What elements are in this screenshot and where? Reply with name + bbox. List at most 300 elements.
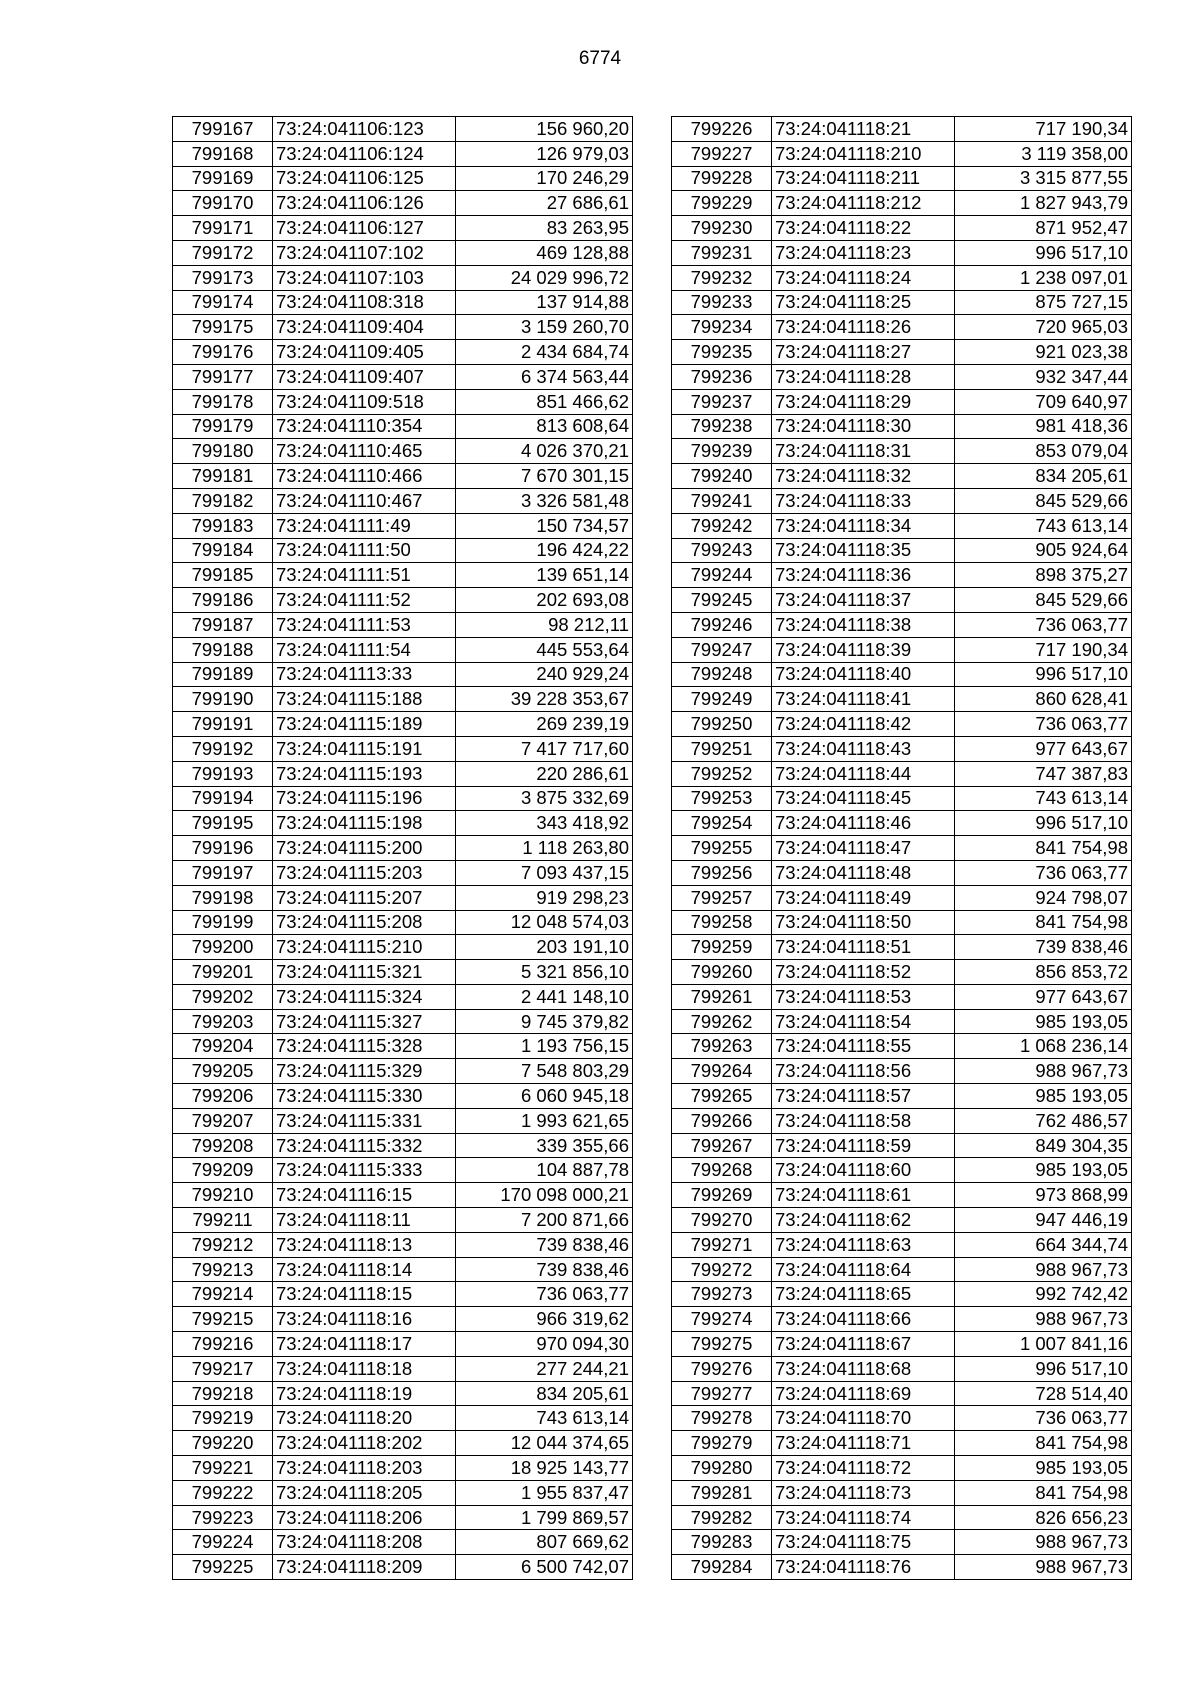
row-number-cell: 799206 <box>173 1084 273 1109</box>
cadastral-number-cell: 73:24:041107:103 <box>273 265 456 290</box>
value-cell: 717 190,34 <box>955 637 1132 662</box>
value-cell: 27 686,61 <box>456 191 633 216</box>
row-number-cell: 799227 <box>672 141 772 166</box>
cadastral-number-cell: 73:24:041118:76 <box>772 1555 955 1580</box>
cadastral-number-cell: 73:24:041118:208 <box>273 1530 456 1555</box>
value-cell: 985 193,05 <box>955 1009 1132 1034</box>
value-cell: 988 967,73 <box>955 1555 1132 1580</box>
cadastral-number-cell: 73:24:041118:61 <box>772 1183 955 1208</box>
row-number-cell: 799179 <box>173 414 273 439</box>
row-number-cell: 799258 <box>672 910 772 935</box>
value-cell: 988 967,73 <box>955 1530 1132 1555</box>
table-row <box>173 1257 633 1282</box>
cadastral-number-cell: 73:24:041118:52 <box>772 960 955 985</box>
row-number-cell: 799257 <box>672 885 772 910</box>
cadastral-number-cell: 73:24:041115:329 <box>273 1059 456 1084</box>
table-row <box>672 265 1132 290</box>
cadastral-number-cell: 73:24:041118:32 <box>772 464 955 489</box>
cadastral-number-cell: 73:24:041109:404 <box>273 315 456 340</box>
cadastral-number-cell: 73:24:041115:327 <box>273 1009 456 1034</box>
table-row <box>173 761 633 786</box>
cadastral-number-cell: 73:24:041111:52 <box>273 588 456 613</box>
cadastral-number-cell: 73:24:041106:123 <box>273 117 456 142</box>
row-number-cell: 799253 <box>672 786 772 811</box>
table-row <box>672 563 1132 588</box>
register-table-left <box>172 116 633 1580</box>
cadastral-number-cell: 73:24:041109:518 <box>273 389 456 414</box>
row-number-cell: 799232 <box>672 265 772 290</box>
row-number-cell: 799187 <box>173 612 273 637</box>
cadastral-number-cell: 73:24:041111:50 <box>273 538 456 563</box>
cadastral-number-cell: 73:24:041118:50 <box>772 910 955 935</box>
value-cell: 445 553,64 <box>456 637 633 662</box>
table-row <box>173 836 633 861</box>
cadastral-number-cell: 73:24:041108:318 <box>273 290 456 315</box>
value-cell: 202 693,08 <box>456 588 633 613</box>
cadastral-number-cell: 73:24:041116:15 <box>273 1183 456 1208</box>
cadastral-number-cell: 73:24:041118:15 <box>273 1282 456 1307</box>
row-number-cell: 799185 <box>173 563 273 588</box>
row-number-cell: 799246 <box>672 612 772 637</box>
row-number-cell: 799204 <box>173 1034 273 1059</box>
table-row <box>173 1133 633 1158</box>
value-cell: 3 326 581,48 <box>456 488 633 513</box>
value-cell: 739 838,46 <box>456 1257 633 1282</box>
table-row <box>173 488 633 513</box>
cadastral-number-cell: 73:24:041115:191 <box>273 736 456 761</box>
row-number-cell: 799265 <box>672 1084 772 1109</box>
value-cell: 3 875 332,69 <box>456 786 633 811</box>
table-row <box>173 265 633 290</box>
value-cell: 841 754,98 <box>955 1480 1132 1505</box>
cadastral-number-cell: 73:24:041110:465 <box>273 439 456 464</box>
cadastral-number-cell: 73:24:041118:11 <box>273 1208 456 1233</box>
row-number-cell: 799205 <box>173 1059 273 1084</box>
cadastral-number-cell: 73:24:041118:44 <box>772 761 955 786</box>
value-cell: 6 374 563,44 <box>456 364 633 389</box>
table-row <box>173 1183 633 1208</box>
value-cell: 996 517,10 <box>955 662 1132 687</box>
table-row <box>173 513 633 538</box>
row-number-cell: 799283 <box>672 1530 772 1555</box>
row-number-cell: 799220 <box>173 1431 273 1456</box>
table-row <box>173 1480 633 1505</box>
cadastral-number-cell: 73:24:041115:210 <box>273 935 456 960</box>
row-number-cell: 799250 <box>672 712 772 737</box>
value-cell: 3 159 260,70 <box>456 315 633 340</box>
value-cell: 18 925 143,77 <box>456 1456 633 1481</box>
value-cell: 736 063,77 <box>955 860 1132 885</box>
row-number-cell: 799201 <box>173 960 273 985</box>
cadastral-number-cell: 73:24:041115:321 <box>273 960 456 985</box>
value-cell: 12 048 574,03 <box>456 910 633 935</box>
table-row <box>173 166 633 191</box>
cadastral-number-cell: 73:24:041111:54 <box>273 637 456 662</box>
value-cell: 170 246,29 <box>456 166 633 191</box>
row-number-cell: 799251 <box>672 736 772 761</box>
row-number-cell: 799224 <box>173 1530 273 1555</box>
value-cell: 1 068 236,14 <box>955 1034 1132 1059</box>
row-number-cell: 799196 <box>173 836 273 861</box>
cadastral-number-cell: 73:24:041106:127 <box>273 216 456 241</box>
table-row <box>672 464 1132 489</box>
value-cell: 988 967,73 <box>955 1059 1132 1084</box>
value-cell: 156 960,20 <box>456 117 633 142</box>
cadastral-number-cell: 73:24:041113:33 <box>273 662 456 687</box>
value-cell: 739 838,46 <box>955 935 1132 960</box>
table-row <box>173 1009 633 1034</box>
row-number-cell: 799228 <box>672 166 772 191</box>
value-cell: 7 670 301,15 <box>456 464 633 489</box>
table-row <box>672 240 1132 265</box>
cadastral-number-cell: 73:24:041118:33 <box>772 488 955 513</box>
table-row <box>173 736 633 761</box>
table-row <box>173 1332 633 1357</box>
cadastral-number-cell: 73:24:041118:202 <box>273 1431 456 1456</box>
value-cell: 150 734,57 <box>456 513 633 538</box>
cadastral-number-cell: 73:24:041118:70 <box>772 1406 955 1431</box>
cadastral-number-cell: 73:24:041118:20 <box>273 1406 456 1431</box>
value-cell: 977 643,67 <box>955 984 1132 1009</box>
value-cell: 39 228 353,67 <box>456 687 633 712</box>
table-row <box>672 1307 1132 1332</box>
table-row <box>173 984 633 1009</box>
cadastral-number-cell: 73:24:041118:19 <box>273 1381 456 1406</box>
value-cell: 196 424,22 <box>456 538 633 563</box>
row-number-cell: 799263 <box>672 1034 772 1059</box>
cadastral-number-cell: 73:24:041118:16 <box>273 1307 456 1332</box>
value-cell: 996 517,10 <box>955 1356 1132 1381</box>
row-number-cell: 799203 <box>173 1009 273 1034</box>
value-cell: 203 191,10 <box>456 935 633 960</box>
cadastral-number-cell: 73:24:041115:193 <box>273 761 456 786</box>
row-number-cell: 799235 <box>672 340 772 365</box>
table-row <box>672 1183 1132 1208</box>
row-number-cell: 799210 <box>173 1183 273 1208</box>
table-row <box>173 1356 633 1381</box>
table-row <box>672 687 1132 712</box>
table-row <box>173 1059 633 1084</box>
table-row <box>672 786 1132 811</box>
table-row <box>672 1257 1132 1282</box>
cadastral-number-cell: 73:24:041118:24 <box>772 265 955 290</box>
row-number-cell: 799266 <box>672 1108 772 1133</box>
value-cell: 170 098 000,21 <box>456 1183 633 1208</box>
row-number-cell: 799239 <box>672 439 772 464</box>
cadastral-number-cell: 73:24:041110:467 <box>273 488 456 513</box>
cadastral-number-cell: 73:24:041118:46 <box>772 811 955 836</box>
value-cell: 2 434 684,74 <box>456 340 633 365</box>
value-cell: 992 742,42 <box>955 1282 1132 1307</box>
row-number-cell: 799190 <box>173 687 273 712</box>
table-row <box>672 761 1132 786</box>
row-number-cell: 799171 <box>173 216 273 241</box>
value-cell: 826 656,23 <box>955 1505 1132 1530</box>
table-row <box>672 315 1132 340</box>
cadastral-number-cell: 73:24:041118:31 <box>772 439 955 464</box>
table-row <box>173 637 633 662</box>
row-number-cell: 799181 <box>173 464 273 489</box>
cadastral-number-cell: 73:24:041118:29 <box>772 389 955 414</box>
table-row <box>672 1555 1132 1580</box>
cadastral-number-cell: 73:24:041115:208 <box>273 910 456 935</box>
cadastral-number-cell: 73:24:041115:189 <box>273 712 456 737</box>
value-cell: 834 205,61 <box>456 1381 633 1406</box>
cadastral-number-cell: 73:24:041107:102 <box>273 240 456 265</box>
value-cell: 924 798,07 <box>955 885 1132 910</box>
table-row <box>672 960 1132 985</box>
row-number-cell: 799237 <box>672 389 772 414</box>
value-cell: 988 967,73 <box>955 1257 1132 1282</box>
table-row <box>672 216 1132 241</box>
value-cell: 743 613,14 <box>456 1406 633 1431</box>
value-cell: 849 304,35 <box>955 1133 1132 1158</box>
cadastral-number-cell: 73:24:041118:73 <box>772 1480 955 1505</box>
table-row <box>672 166 1132 191</box>
row-number-cell: 799215 <box>173 1307 273 1332</box>
row-number-cell: 799199 <box>173 910 273 935</box>
row-number-cell: 799262 <box>672 1009 772 1034</box>
value-cell: 853 079,04 <box>955 439 1132 464</box>
row-number-cell: 799259 <box>672 935 772 960</box>
row-number-cell: 799270 <box>672 1208 772 1233</box>
table-row <box>672 935 1132 960</box>
value-cell: 7 200 871,66 <box>456 1208 633 1233</box>
value-cell: 717 190,34 <box>955 117 1132 142</box>
value-cell: 736 063,77 <box>955 1406 1132 1431</box>
table-row <box>672 1034 1132 1059</box>
row-number-cell: 799213 <box>173 1257 273 1282</box>
cadastral-number-cell: 73:24:041118:54 <box>772 1009 955 1034</box>
cadastral-number-cell: 73:24:041111:51 <box>273 563 456 588</box>
cadastral-number-cell: 73:24:041118:45 <box>772 786 955 811</box>
cadastral-number-cell: 73:24:041118:36 <box>772 563 955 588</box>
value-cell: 3 119 358,00 <box>955 141 1132 166</box>
table-row <box>173 935 633 960</box>
row-number-cell: 799177 <box>173 364 273 389</box>
row-number-cell: 799217 <box>173 1356 273 1381</box>
table-row <box>672 637 1132 662</box>
row-number-cell: 799195 <box>173 811 273 836</box>
row-number-cell: 799261 <box>672 984 772 1009</box>
value-cell: 841 754,98 <box>955 836 1132 861</box>
value-cell: 966 319,62 <box>456 1307 633 1332</box>
cadastral-number-cell: 73:24:041118:206 <box>273 1505 456 1530</box>
table-row <box>672 364 1132 389</box>
table-row <box>672 1480 1132 1505</box>
table-row <box>173 1307 633 1332</box>
table-row <box>173 240 633 265</box>
row-number-cell: 799256 <box>672 860 772 885</box>
row-number-cell: 799229 <box>672 191 772 216</box>
table-row <box>672 712 1132 737</box>
cadastral-number-cell: 73:24:041118:28 <box>772 364 955 389</box>
row-number-cell: 799271 <box>672 1232 772 1257</box>
cadastral-number-cell: 73:24:041110:466 <box>273 464 456 489</box>
row-number-cell: 799173 <box>173 265 273 290</box>
cadastral-number-cell: 73:24:041111:53 <box>273 612 456 637</box>
cadastral-number-cell: 73:24:041118:212 <box>772 191 955 216</box>
row-number-cell: 799268 <box>672 1158 772 1183</box>
cadastral-number-cell: 73:24:041118:37 <box>772 588 955 613</box>
row-number-cell: 799243 <box>672 538 772 563</box>
row-number-cell: 799223 <box>173 1505 273 1530</box>
row-number-cell: 799276 <box>672 1356 772 1381</box>
value-cell: 664 344,74 <box>955 1232 1132 1257</box>
row-number-cell: 799252 <box>672 761 772 786</box>
cadastral-number-cell: 73:24:041118:30 <box>772 414 955 439</box>
row-number-cell: 799202 <box>173 984 273 1009</box>
table-row <box>173 1406 633 1431</box>
table-row <box>672 1431 1132 1456</box>
table-row <box>173 1381 633 1406</box>
value-cell: 7 093 437,15 <box>456 860 633 885</box>
cadastral-number-cell: 73:24:041118:27 <box>772 340 955 365</box>
table-row <box>672 836 1132 861</box>
cadastral-number-cell: 73:24:041118:38 <box>772 612 955 637</box>
table-row <box>672 1332 1132 1357</box>
table-row <box>173 1034 633 1059</box>
table-row <box>173 117 633 142</box>
row-number-cell: 799170 <box>173 191 273 216</box>
cadastral-number-cell: 73:24:041118:25 <box>772 290 955 315</box>
row-number-cell: 799191 <box>173 712 273 737</box>
value-cell: 6 500 742,07 <box>456 1555 633 1580</box>
table-row <box>672 488 1132 513</box>
row-number-cell: 799222 <box>173 1480 273 1505</box>
value-cell: 240 929,24 <box>456 662 633 687</box>
table-row <box>173 290 633 315</box>
value-cell: 807 669,62 <box>456 1530 633 1555</box>
row-number-cell: 799279 <box>672 1431 772 1456</box>
table-row <box>672 910 1132 935</box>
cadastral-number-cell: 73:24:041118:23 <box>772 240 955 265</box>
row-number-cell: 799212 <box>173 1232 273 1257</box>
value-cell: 845 529,66 <box>955 488 1132 513</box>
value-cell: 12 044 374,65 <box>456 1431 633 1456</box>
table-row <box>173 216 633 241</box>
table-row <box>173 1282 633 1307</box>
value-cell: 1 238 097,01 <box>955 265 1132 290</box>
row-number-cell: 799207 <box>173 1108 273 1133</box>
row-number-cell: 799186 <box>173 588 273 613</box>
cadastral-number-cell: 73:24:041106:124 <box>273 141 456 166</box>
table-row <box>173 588 633 613</box>
row-number-cell: 799248 <box>672 662 772 687</box>
row-number-cell: 799273 <box>672 1282 772 1307</box>
table-row <box>173 538 633 563</box>
table-row <box>672 811 1132 836</box>
value-cell: 4 026 370,21 <box>456 439 633 464</box>
row-number-cell: 799189 <box>173 662 273 687</box>
cadastral-number-cell: 73:24:041118:74 <box>772 1505 955 1530</box>
cadastral-number-cell: 73:24:041118:62 <box>772 1208 955 1233</box>
table-row <box>672 1232 1132 1257</box>
table-row <box>173 563 633 588</box>
cadastral-number-cell: 73:24:041118:72 <box>772 1456 955 1481</box>
row-number-cell: 799216 <box>173 1332 273 1357</box>
table-row <box>672 389 1132 414</box>
cadastral-number-cell: 73:24:041118:35 <box>772 538 955 563</box>
row-number-cell: 799168 <box>173 141 273 166</box>
row-number-cell: 799174 <box>173 290 273 315</box>
table-row <box>672 538 1132 563</box>
cadastral-number-cell: 73:24:041118:56 <box>772 1059 955 1084</box>
row-number-cell: 799249 <box>672 687 772 712</box>
row-number-cell: 799221 <box>173 1456 273 1481</box>
row-number-cell: 799260 <box>672 960 772 985</box>
table-row <box>672 1108 1132 1133</box>
table-row <box>173 1108 633 1133</box>
value-cell: 813 608,64 <box>456 414 633 439</box>
cadastral-number-cell: 73:24:041118:64 <box>772 1257 955 1282</box>
value-cell: 985 193,05 <box>955 1084 1132 1109</box>
row-number-cell: 799197 <box>173 860 273 885</box>
cadastral-number-cell: 73:24:041115:200 <box>273 836 456 861</box>
cadastral-number-cell: 73:24:041115:207 <box>273 885 456 910</box>
row-number-cell: 799282 <box>672 1505 772 1530</box>
value-cell: 947 446,19 <box>955 1208 1132 1233</box>
value-cell: 743 613,14 <box>955 513 1132 538</box>
table-row <box>672 191 1132 216</box>
value-cell: 932 347,44 <box>955 364 1132 389</box>
value-cell: 919 298,23 <box>456 885 633 910</box>
cadastral-number-cell: 73:24:041118:203 <box>273 1456 456 1481</box>
value-cell: 3 315 877,55 <box>955 166 1132 191</box>
cadastral-number-cell: 73:24:041118:39 <box>772 637 955 662</box>
row-number-cell: 799200 <box>173 935 273 960</box>
cadastral-number-cell: 73:24:041118:71 <box>772 1431 955 1456</box>
row-number-cell: 799183 <box>173 513 273 538</box>
cadastral-number-cell: 73:24:041118:57 <box>772 1084 955 1109</box>
value-cell: 24 029 996,72 <box>456 265 633 290</box>
cadastral-number-cell: 73:24:041115:188 <box>273 687 456 712</box>
value-cell: 736 063,77 <box>955 712 1132 737</box>
cadastral-number-cell: 73:24:041115:324 <box>273 984 456 1009</box>
table-row <box>173 1208 633 1233</box>
table-row <box>672 1356 1132 1381</box>
table-row <box>672 1158 1132 1183</box>
table-row <box>672 1381 1132 1406</box>
cadastral-number-cell: 73:24:041118:69 <box>772 1381 955 1406</box>
cadastral-number-cell: 73:24:041118:68 <box>772 1356 955 1381</box>
table-row <box>173 315 633 340</box>
table-row <box>173 1530 633 1555</box>
table-row <box>672 984 1132 1009</box>
row-number-cell: 799219 <box>173 1406 273 1431</box>
table-row <box>672 736 1132 761</box>
row-number-cell: 799230 <box>672 216 772 241</box>
table-row <box>672 1084 1132 1109</box>
row-number-cell: 799247 <box>672 637 772 662</box>
row-number-cell: 799264 <box>672 1059 772 1084</box>
cadastral-number-cell: 73:24:041115:330 <box>273 1084 456 1109</box>
value-cell: 720 965,03 <box>955 315 1132 340</box>
row-number-cell: 799208 <box>173 1133 273 1158</box>
table-row <box>173 885 633 910</box>
cadastral-number-cell: 73:24:041109:407 <box>273 364 456 389</box>
table-row <box>672 290 1132 315</box>
value-cell: 736 063,77 <box>955 612 1132 637</box>
row-number-cell: 799269 <box>672 1183 772 1208</box>
value-cell: 277 244,21 <box>456 1356 633 1381</box>
cadastral-number-cell: 73:24:041111:49 <box>273 513 456 538</box>
table-row <box>173 1232 633 1257</box>
table-row <box>173 439 633 464</box>
table-row <box>672 340 1132 365</box>
value-cell: 860 628,41 <box>955 687 1132 712</box>
table-row <box>173 414 633 439</box>
